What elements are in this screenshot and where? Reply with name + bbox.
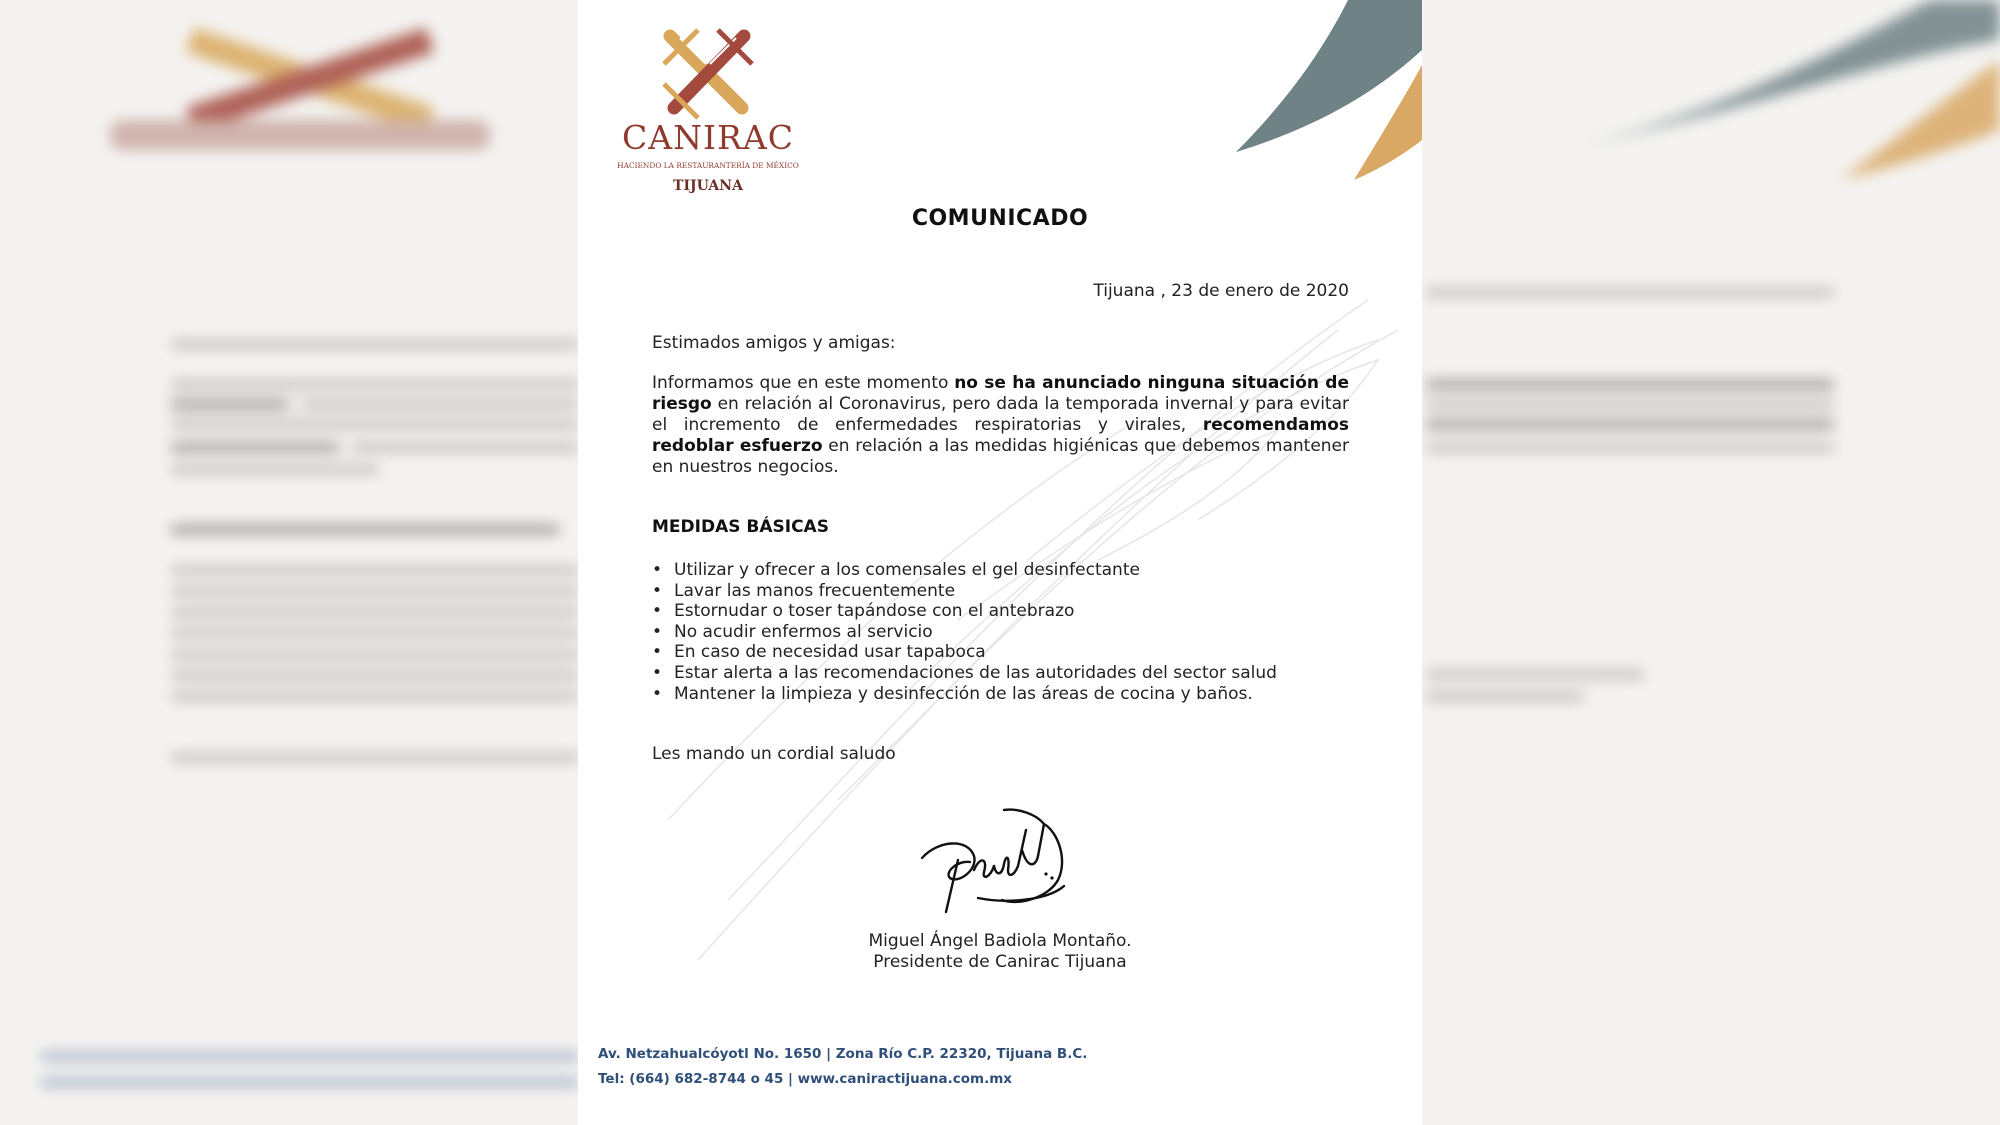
- list-item: • Estornudar o toser tapándose con el antebrazo: [652, 601, 1075, 622]
- measures-list: [652, 560, 1277, 704]
- paragraph-text: en relación a las medidas higiénicas que debemos mantener en nuestros negocios.: [652, 436, 1349, 477]
- paragraph-emphasis: no se ha anunciado ninguna situación de riesgo: [652, 373, 1349, 414]
- bullet-icon: •: [652, 601, 663, 622]
- bullet-icon: •: [652, 662, 663, 683]
- footer-address: Av. Netzahualcóyotl No. 1650 | Zona Río C.P. 22320, Tijuana B.C.: [598, 1046, 1088, 1062]
- canirac-logo: [608, 18, 808, 198]
- logo-tagline: HACIENDO LA RESTAURANTERÍA DE MÉXICO: [617, 161, 799, 170]
- fork-knife-logo-icon: [658, 24, 758, 120]
- blurred-logo-text: [110, 120, 490, 150]
- signer-block: [578, 931, 1422, 973]
- letter-title: COMUNICADO: [911, 206, 1089, 231]
- paragraph-text: en relación al Coronavirus, pero dada la temporada invernal y para evitar el incremento de enfermedades respiratorias y virales,: [652, 394, 1349, 435]
- logo-city: TIJUANA: [673, 178, 743, 194]
- list-item: • No acudir enfermos al servicio: [652, 621, 933, 642]
- bullet-icon: •: [652, 621, 663, 642]
- signer-title: Presidente de Canirac Tijuana: [873, 952, 1127, 972]
- logo-name: CANIRAC: [622, 118, 794, 157]
- signer-name: Miguel Ángel Badiola Montaño.: [868, 931, 1132, 951]
- bullet-icon: •: [652, 683, 663, 704]
- list-item: • Estar alerta a las recomendaciones de las autoridades del sector salud: [652, 662, 1277, 683]
- bullet-icon: •: [652, 580, 663, 601]
- list-item: • En caso de necesidad usar tapaboca: [652, 642, 986, 663]
- list-item: • Lavar las manos frecuentemente: [652, 580, 956, 601]
- body-paragraph: [652, 373, 1349, 478]
- measures-heading: MEDIDAS BÁSICAS: [652, 517, 829, 537]
- footer-contact: Tel: (664) 682-8744 o 45 | www.caniractijuana.com.mx: [598, 1071, 1012, 1087]
- bullet-icon: •: [652, 642, 663, 663]
- list-item: • Utilizar y ofrecer a los comensales el gel desinfectante: [652, 560, 1140, 580]
- list-item: • Mantener la limpieza y desinfección de las áreas de cocina y baños.: [652, 683, 1253, 704]
- bullet-icon: •: [652, 560, 663, 580]
- letter-page: [578, 0, 1422, 1125]
- blurred-swoosh: [1500, 0, 2000, 200]
- paragraph-text: Informamos que en este momento: [652, 373, 955, 393]
- paragraph-emphasis: recomendamos redoblar esfuerzo: [652, 415, 1349, 456]
- closing-line: Les mando un cordial saludo: [652, 744, 896, 764]
- handwritten-signature: [918, 800, 1078, 920]
- letter-date: Tijuana , 23 de enero de 2020: [1093, 281, 1349, 301]
- salutation: Estimados amigos y amigas:: [652, 333, 896, 353]
